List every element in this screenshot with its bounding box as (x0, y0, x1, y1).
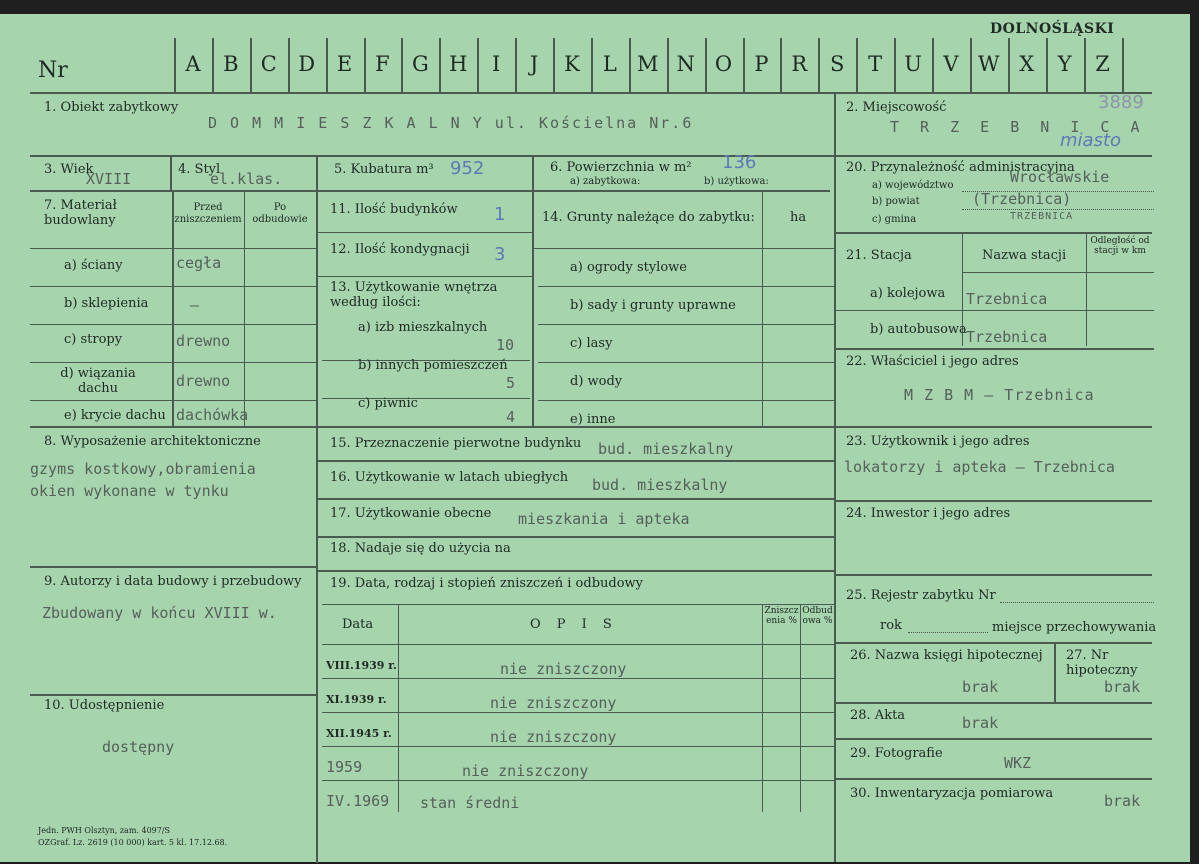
kondygnacje-label: 12. Ilość kondygnacji (330, 242, 470, 257)
stacja-col-odl: Odległość od stacji w km (1090, 236, 1150, 256)
zniszczenia-desc: nie zniszczony (500, 660, 627, 678)
zniszczenia-date: XI.1939 r. (326, 693, 387, 706)
uzytkowanie-obecne-label: 17. Użytkowanie obecne (330, 506, 492, 521)
col-zniszczenia: Zniszczenia % (764, 606, 799, 626)
zniszczenia-date: VIII.1939 r. (326, 659, 397, 672)
material-col-po: Po odbudowie (252, 202, 308, 225)
letter-i: I (491, 52, 501, 76)
letter-d: D (298, 52, 316, 76)
wojewodztwo-label: a) województwo (872, 180, 954, 191)
budynki-value: 1 (494, 204, 506, 225)
autobusowa-label: b) autobusowa (870, 322, 967, 337)
miejscowosc-label: 2. Miejscowość (846, 100, 947, 115)
wiek-value: XVIII (86, 170, 132, 188)
styl-label: 4. Styl (178, 162, 221, 177)
fotografie-value: WKZ (1004, 754, 1032, 772)
wnetrze-b-value: 5 (506, 374, 516, 392)
grunty-row: e) inne (570, 412, 616, 427)
material-row-label: b) sklepienia (64, 296, 149, 311)
letter-m: M (636, 52, 659, 76)
uzytkowanie-obecne-value: mieszkania i apteka (518, 510, 690, 528)
rejestr-label: 25. Rejestr zabytku Nr (846, 588, 996, 603)
register-number: 3889 (1098, 92, 1144, 113)
ksiega-label: 26. Nazwa księgi hipotecznej (850, 648, 1043, 663)
letter-s: S (830, 52, 845, 76)
zniszczenia-desc: nie zniszczony (490, 728, 617, 746)
col-data: Data (342, 617, 374, 632)
akta-value: brak (962, 714, 999, 732)
uzytkownik-value: lokatorzy i apteka – Trzebnica (844, 458, 1115, 476)
nr-hipoteczny-value: brak (1104, 678, 1141, 696)
letter-a: A (185, 52, 201, 76)
powiat-label: b) powiat (872, 196, 920, 207)
letter-o: O (714, 52, 733, 76)
grunty-label: 14. Grunty należące do zabytku: (542, 210, 755, 225)
wlasciciel-label: 22. Właściciel i jego adres (846, 354, 1019, 369)
material-row-label: d) wiązania dachu (60, 366, 136, 396)
kolejowa-label: a) kolejowa (870, 286, 946, 301)
powierzchnia-sub-a: a) zabytkowa: (570, 176, 641, 187)
styl-value: el.klas. (210, 170, 283, 188)
stacja-label: 21. Stacja (846, 248, 912, 263)
grunty-row: c) lasy (570, 336, 613, 351)
miejscowosc-value: T R Z E B N I C A (890, 118, 1146, 136)
rejestr-rok-label: rok (880, 618, 902, 633)
wlasciciel-value: M Z B M – Trzebnica (904, 386, 1095, 404)
grunty-unit: ha (790, 210, 807, 225)
imprint-line1: Jedn. PWH Olsztyn, zam. 4097/S (38, 826, 171, 835)
material-row-label: e) krycie dachu (64, 408, 166, 423)
przynaleznosc-label: 20. Przynależność administracyjna (846, 160, 1075, 175)
obiekt-value: D O M M I E S Z K A L N Y ul. Kościelna Nr.6 (208, 114, 694, 132)
ksiega-value: brak (962, 678, 999, 696)
letter-n: N (676, 52, 695, 76)
letter-v: V (943, 52, 959, 76)
autorzy-label: 9. Autorzy i data budowy i przebudowy (44, 574, 302, 589)
nr-hipoteczny-label: 27. Nr hipoteczny (1066, 648, 1138, 678)
autobusowa-value: Trzebnica (966, 328, 1048, 346)
col-odbudowa: Odbudowa % (802, 606, 833, 626)
letter-p: P (754, 52, 769, 76)
material-label: 7. Materiał budowlany (44, 198, 117, 228)
letter-b: B (223, 52, 239, 76)
zniszczenia-desc: nie zniszczony (462, 762, 589, 780)
kubatura-value: 952 (450, 158, 485, 179)
wnetrze-c-label: c) piwnic (358, 396, 418, 411)
autorzy-value: Zbudowany w końcu XVIII w. (42, 604, 277, 622)
grunty-row: d) wody (570, 374, 623, 389)
obiekt-label: 1. Obiekt zabytkowy (44, 100, 179, 115)
gmina-value: TRZEBNICA (1010, 211, 1074, 222)
material-row-label: a) ściany (64, 258, 123, 273)
wnetrze-c-value: 4 (506, 408, 516, 426)
wojewodztwo-value: Wrocławskie (1010, 168, 1110, 186)
uzytkownik-label: 23. Użytkownik i jego adres (846, 434, 1030, 449)
letter-w: W (978, 52, 1000, 76)
nr-label: Nr (38, 58, 68, 83)
zniszczenia-date: XII.1945 r. (326, 727, 392, 740)
przeznaczenie-value: bud. mieszkalny (598, 440, 734, 458)
letter-g: G (411, 52, 429, 76)
zniszczenia-date: IV.1969 (326, 792, 390, 810)
material-row-value: – (190, 296, 200, 314)
uzytkowanie-lata-value: bud. mieszkalny (592, 476, 728, 494)
letter-j: J (529, 52, 539, 76)
przeznaczenie-label: 15. Przeznaczenie pierwotne budynku (330, 436, 582, 451)
kolejowa-value: Trzebnica (966, 290, 1048, 308)
wnetrze-a-value: 10 (496, 336, 515, 354)
material-row-value: cegła (176, 254, 222, 272)
letter-k: K (564, 52, 580, 76)
letter-f: F (375, 52, 390, 76)
wyposazenie-label: 8. Wyposażenie architektoniczne (44, 434, 261, 449)
imprint-line2: OZGraf. Lz. 2619 (10 000) kart. 5 kl. 17.12.68. (38, 838, 228, 847)
material-row-value: drewno (176, 372, 231, 390)
material-row-value: dachówka (176, 406, 249, 424)
wiek-label: 3. Wiek (44, 162, 94, 177)
powierzchnia-sub-b: b) użytkowa: (704, 176, 769, 187)
material-col-przed: Przed zniszczeniem (174, 202, 242, 225)
inwestor-label: 24. Inwestor i jego adres (846, 506, 1011, 521)
kondygnacje-value: 3 (494, 244, 506, 265)
grunty-row: b) sady i grunty uprawne (570, 298, 736, 313)
gmina-label: c) gmina (872, 214, 917, 225)
stacja-col-nazwa: Nazwa stacji (982, 248, 1067, 263)
col-opis: O P I S (530, 617, 618, 632)
letter-y: Y (1057, 52, 1072, 76)
wyposazenie-line2: okien wykonane w tynku (30, 482, 229, 500)
letter-z: Z (1095, 52, 1110, 76)
inwentaryzacja-label: 30. Inwentaryzacja pomiarowa (850, 786, 1054, 801)
inwentaryzacja-value: brak (1104, 792, 1141, 810)
region-stamp: DOLNOŚLĄSKI (990, 21, 1115, 37)
zniszczenia-desc: nie zniszczony (490, 694, 617, 712)
wnetrze-b-label: b) innych pomieszczeń (358, 358, 508, 373)
letter-l: L (602, 52, 617, 76)
zniszczenia-desc: stan średni (420, 794, 520, 812)
powiat-value: (Trzebnica) (972, 190, 1072, 208)
kubatura-label: 5. Kubatura m³ (334, 162, 434, 177)
udostepnienie-label: 10. Udostępnienie (44, 698, 165, 713)
wyposazenie-line1: gzyms kostkowy,obramienia (30, 460, 256, 478)
letter-h: H (449, 52, 468, 76)
wnetrze-label: 13. Użytkowanie wnętrza według ilości: (330, 280, 498, 310)
letter-t: T (868, 52, 883, 76)
letter-u: U (904, 52, 922, 76)
material-row-value: drewno (176, 332, 231, 350)
zniszczenia-label: 19. Data, rodzaj i stopień zniszczeń i odbudowy (330, 576, 644, 591)
letter-e: E (336, 52, 353, 76)
nadaje-sie-label: 18. Nadaje się do użycia na (330, 541, 511, 556)
akta-label: 28. Akta (850, 708, 906, 723)
material-row-label: c) stropy (64, 332, 123, 347)
powierzchnia-label: 6. Powierzchnia w m² (550, 160, 692, 175)
letter-r: R (791, 52, 808, 76)
powierzchnia-value: 136 (722, 152, 757, 173)
rejestr-miejsce-label: miejsce przechowywania (992, 620, 1157, 635)
wnetrze-a-label: a) izb mieszkalnych (358, 320, 488, 335)
grunty-row: a) ogrody stylowe (570, 260, 687, 275)
fotografie-label: 29. Fotografie (850, 746, 943, 761)
budynki-label: 11. Ilość budynków (330, 202, 458, 217)
inventory-card (0, 14, 1190, 862)
miejscowosc-note: miasto (1060, 130, 1122, 151)
zniszczenia-date: 1959 (326, 758, 363, 776)
letter-x: X (1019, 52, 1035, 76)
uzytkowanie-lata-label: 16. Użytkowanie w latach ubiegłych (330, 470, 569, 485)
udostepnienie-value: dostępny (102, 738, 175, 756)
letter-c: C (260, 52, 277, 76)
